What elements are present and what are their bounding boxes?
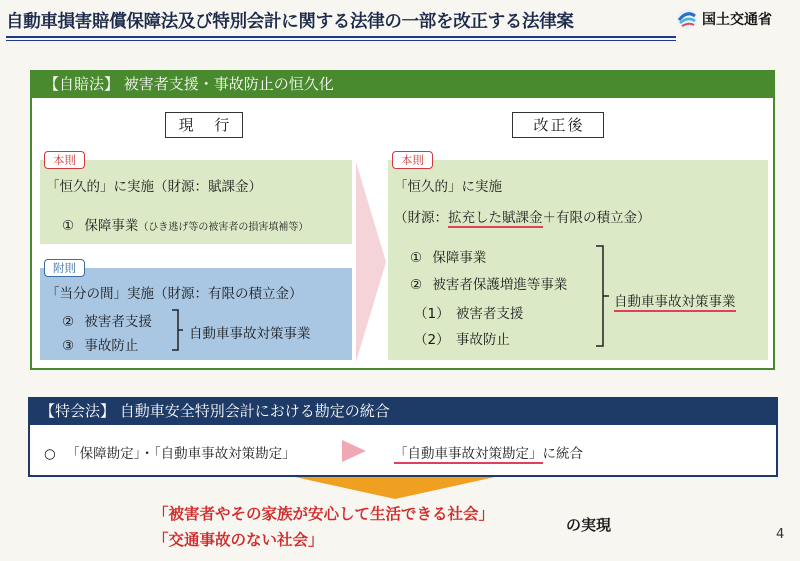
- section1-header: 【自賠法】 被害者支援・事故防止の恒久化: [30, 70, 775, 98]
- page-title: 自動車損害賠償保障法及び特別会計に関する法律の一部を改正する法律案: [6, 12, 574, 32]
- title-underline-thin: [6, 40, 676, 41]
- funding-highlight: 拡充した賦課金: [448, 210, 543, 226]
- item-note: （ひき逃げ等の被害者の損害填補等）: [138, 222, 309, 233]
- item-text: 保障事業: [84, 218, 139, 234]
- bullet-icon: ○: [44, 446, 56, 462]
- current-supp-tag: 附則: [44, 259, 85, 277]
- item-number: （1）: [414, 306, 450, 322]
- funding-suffix: ＋有限の積立金）: [542, 210, 651, 226]
- title-underline: [6, 36, 676, 38]
- revised-item2: [410, 273, 567, 293]
- result-suffix: の実現: [566, 516, 612, 534]
- revised-group-label: 自動車事故対策事業: [614, 290, 736, 312]
- item-text: 事故防止: [84, 338, 139, 354]
- funding-prefix: （財源：: [394, 210, 448, 226]
- current-supp-item3: [62, 334, 138, 354]
- merge-arrow-icon: [342, 440, 366, 462]
- revised-sub2: [414, 328, 510, 348]
- ministry-logo: [676, 4, 796, 34]
- current-supp-item2: [62, 310, 152, 330]
- section2-right: [394, 442, 583, 462]
- ministry-name: 国土交通省: [702, 12, 772, 28]
- page-number: 4: [776, 527, 785, 542]
- item-text: 保障事業: [432, 250, 487, 266]
- current-supp-line1: 「当分の間」実施（財源：有限の積立金）: [46, 286, 303, 302]
- current-group-brace: [170, 308, 184, 352]
- current-main-tag: 本則: [44, 151, 85, 169]
- item-number: ②: [62, 314, 75, 330]
- item-text: 事故防止: [455, 332, 510, 348]
- item-number: ①: [410, 250, 423, 266]
- item-number: （2）: [414, 332, 450, 348]
- revised-column-label: 改正後: [512, 112, 604, 138]
- current-group-label: 自動車事故対策事業: [189, 326, 311, 342]
- merged-account: 「自動車事故対策勘定」: [394, 446, 543, 462]
- transition-arrow: [356, 162, 386, 362]
- item-number: ②: [410, 277, 423, 293]
- current-main-item1: [62, 214, 308, 234]
- item-number: ①: [62, 218, 75, 234]
- revised-main-tag: 本則: [392, 151, 433, 169]
- revised-line2: [394, 206, 651, 226]
- current-column-label: 現 行: [165, 112, 243, 138]
- revised-group-brace: [594, 244, 610, 348]
- result-line1: 「被害者やその家族が安心して生活できる社会」: [153, 505, 495, 523]
- revised-item1: [410, 246, 486, 266]
- revised-sub1: [414, 302, 523, 322]
- item-text: 被害者保護増進等事業: [432, 277, 568, 293]
- section2-header: 【特会法】 自動車安全特別会計における勘定の統合: [28, 397, 778, 425]
- mlit-logo-icon: [676, 8, 698, 30]
- current-main-line1: 「恒久的」に実施（財源：賦課金）: [46, 179, 262, 195]
- item-text: 被害者支援: [455, 306, 524, 322]
- account-names: 「保障勘定」・「自動車事故対策勘定」: [66, 446, 296, 462]
- item-text: 被害者支援: [84, 314, 152, 330]
- merge-suffix: に統合: [542, 446, 583, 462]
- section2-left: [44, 442, 296, 462]
- revised-line1: 「恒久的」に実施: [394, 179, 502, 195]
- result-line2: 「交通事故のない社会」: [153, 531, 324, 549]
- item-number: ③: [62, 338, 75, 354]
- down-arrow-icon: [295, 477, 495, 499]
